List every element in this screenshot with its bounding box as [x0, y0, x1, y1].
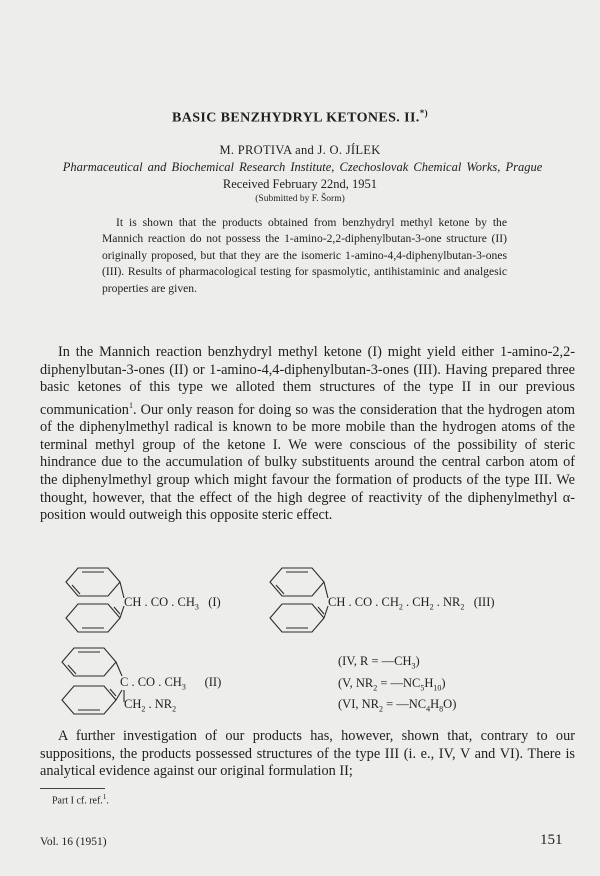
body-paragraph-2: A further investigation of our products has, however, shown that, contrary to our suppositions, the products possessed structures of the type III (i. e., IV, V and VI). There is analytical evidence against our original formulation II; — [40, 728, 575, 780]
f2-a: C . CO . CH — [120, 675, 182, 689]
volume-info: Vol. 16 (1951) — [40, 836, 107, 848]
f2-l2-sub1: 2 — [141, 704, 146, 714]
page-number: 151 — [540, 832, 563, 848]
para1-text-a: In the Mannich reaction benzhydryl methyl ketone (I) might yield either 1-amino-2,2-diphenylbutan-3-ones (II) or 1-amino-4,4-diphenylbutan-3-ones (III). Having prepared three basic ketones of this type we alloted them structures of the type II in our previous communication — [40, 344, 575, 418]
vi-sub1: 2 — [378, 704, 383, 714]
formula-ii-line2 — [124, 697, 176, 714]
v-sub1: 2 — [373, 683, 378, 693]
formula-ii-rings — [62, 648, 124, 714]
reference-marker: 1 — [128, 400, 133, 410]
f2-sub: 3 — [181, 682, 186, 692]
f3-sub3: 2 — [460, 602, 465, 612]
footnote-end: . — [106, 795, 109, 807]
v-d: ) — [441, 676, 446, 690]
v-sub2: 5 — [420, 683, 425, 693]
iv-sub: 3 — [411, 661, 416, 671]
f3-a: CH . CO . CH — [328, 595, 399, 609]
formula-ii-line1 — [120, 675, 221, 692]
f2-l2-sub2: 2 — [172, 704, 177, 714]
f1-text: CH . CO . CH — [124, 595, 195, 609]
f2-l2-a: CH — [124, 697, 142, 711]
v-b: = —NC — [377, 676, 421, 690]
para1-text-b: . Our only reason for doing so was the consideration that the hydrogen atom of the diphenylmethyl radical is known to be more mobile than the hydrogen atoms of the terminal methyl group of the ketone I. We were conscious of the possibility of steric hindrance due to the accumulation of bulky substituents around the central carbon atom of the diphenylmethyl group which might favour the formation of products of the type III. We thought, however, that the effect of the high degree of reactivity of the diphenylmethyl α-position would outweigh this opposite steric effect. — [40, 401, 575, 524]
submitted-by: (Submitted by F. Šorm) — [255, 194, 345, 204]
footnote — [52, 793, 109, 806]
formula-label-iii: (III) — [473, 595, 495, 609]
f3-c: . NR — [433, 595, 461, 609]
vi-d: O) — [443, 697, 457, 711]
abstract: It is shown that the products obtained from benzhydryl methyl ketone by the Mannich reaction do not possess the 1-amino-2,2-diphenylbutan-3-one structure (II) originally proposed, but that they are the isomeric 1-amino-4,4-diphenylbutan-3-ones (III). Results of pharmacological testing for spasmolytic, antihistaminic and analgesic properties are given. — [102, 216, 507, 295]
formula-iii — [328, 595, 495, 612]
f2-l2-b: . NR — [145, 697, 173, 711]
v-sub3: 10 — [433, 683, 442, 693]
formula-label-ii: (II) — [204, 675, 222, 689]
footnote-divider — [40, 788, 105, 789]
iv-a: (IV, R = —CH — [338, 654, 412, 668]
f3-sub2: 2 — [429, 602, 434, 612]
f3-sub1: 2 — [398, 602, 403, 612]
formula-v — [338, 676, 446, 693]
formula-vi — [338, 697, 456, 714]
formula-iii-rings — [270, 568, 328, 632]
vi-sub3: 8 — [439, 704, 444, 714]
authors: M. PROTIVA and J. O. JÍLEK — [219, 143, 381, 157]
footnote-ref: 1 — [102, 793, 107, 801]
received-date: Received February 22nd, 1951 — [222, 177, 378, 191]
formula-label-i: (I) — [208, 595, 221, 609]
vi-sub2: 4 — [426, 704, 431, 714]
formula-i-rings — [66, 568, 124, 632]
title-text: BASIC BENZHYDRYL KETONES. II. — [171, 110, 420, 126]
v-a: (V, NR — [338, 676, 374, 690]
affiliation: Pharmaceutical and Biochemical Research Institute, Czechoslovak Chemical Works, Prague — [62, 160, 543, 174]
formula-i — [124, 595, 221, 612]
f3-b: . CH — [402, 595, 430, 609]
vi-b: = —NC — [382, 697, 427, 711]
formula-iv — [338, 654, 420, 671]
f1-sub: 3 — [194, 602, 199, 612]
vi-c: H — [430, 697, 440, 711]
iv-b: ) — [415, 654, 420, 668]
title-footnote-marker: *) — [419, 108, 429, 118]
vi-a: (VI, NR — [338, 697, 379, 711]
v-c: H — [424, 676, 434, 690]
footnote-text: Part I cf. ref. — [52, 795, 103, 807]
